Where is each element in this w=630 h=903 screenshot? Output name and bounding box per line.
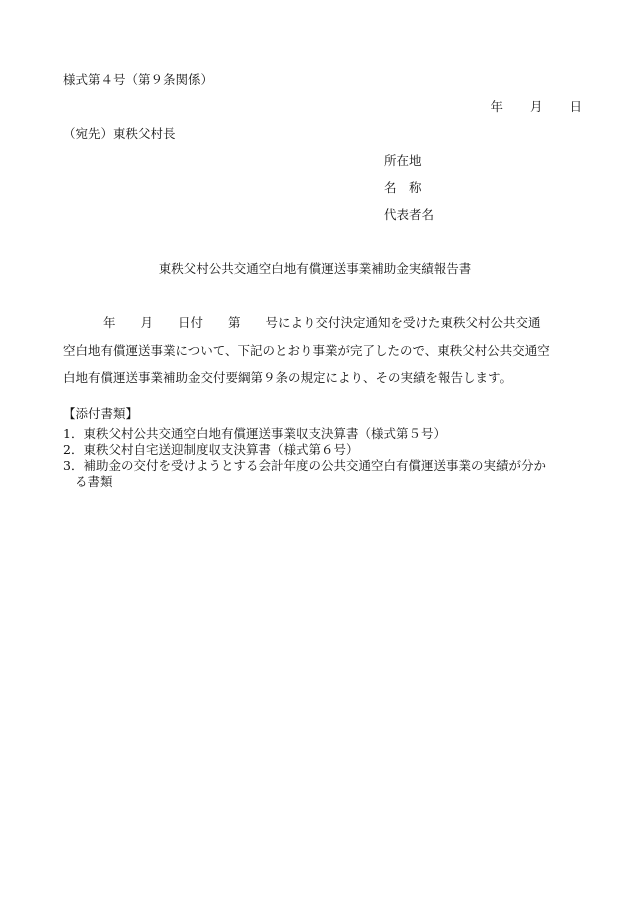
date-line <box>490 101 582 114</box>
date-month: 月 <box>529 99 543 114</box>
date-day: 日 <box>569 99 582 114</box>
address-label: 所在地 <box>384 153 422 168</box>
date-year: 年 <box>490 99 503 114</box>
form-number: 様式第４号（第９条関係） <box>63 72 214 87</box>
body-text <box>63 317 550 400</box>
attachments-list <box>63 428 546 492</box>
attachment-item: 3．補助金の交付を受けようとする会計年度の公共交通空白有償運送事業の実績が分か <box>63 458 546 473</box>
representative-label: 代表者名 <box>384 207 435 222</box>
body-line: 年 月 日付 第 号により交付決定通知を受けた東秩父村公共交通 <box>103 315 541 330</box>
attachments-heading: 【添付書類】 <box>63 406 139 421</box>
sender-block <box>384 155 434 236</box>
body-line: 白地有償運送事業補助金交付要綱第９条の規定により、その実績を報告します。 <box>63 370 513 385</box>
attachment-item: 2．東秩父村自宅送迎制度収支決算書（様式第６号） <box>63 442 359 457</box>
addressee: （宛先）東秩父村長 <box>63 126 176 141</box>
attachment-item-continuation: る書類 <box>75 474 113 489</box>
body-line: 空白地有償運送事業について、下記のとおり事業が完了したので、東秩父村公共交通空 <box>63 342 550 358</box>
attachment-item: 1．東秩父村公共交通空白地有償運送事業収支決算書（様式第５号） <box>63 426 446 441</box>
document-title: 東秩父村公共交通空白地有償運送事業補助金実績報告書 <box>158 261 472 276</box>
name-label: 名 称 <box>384 180 422 195</box>
